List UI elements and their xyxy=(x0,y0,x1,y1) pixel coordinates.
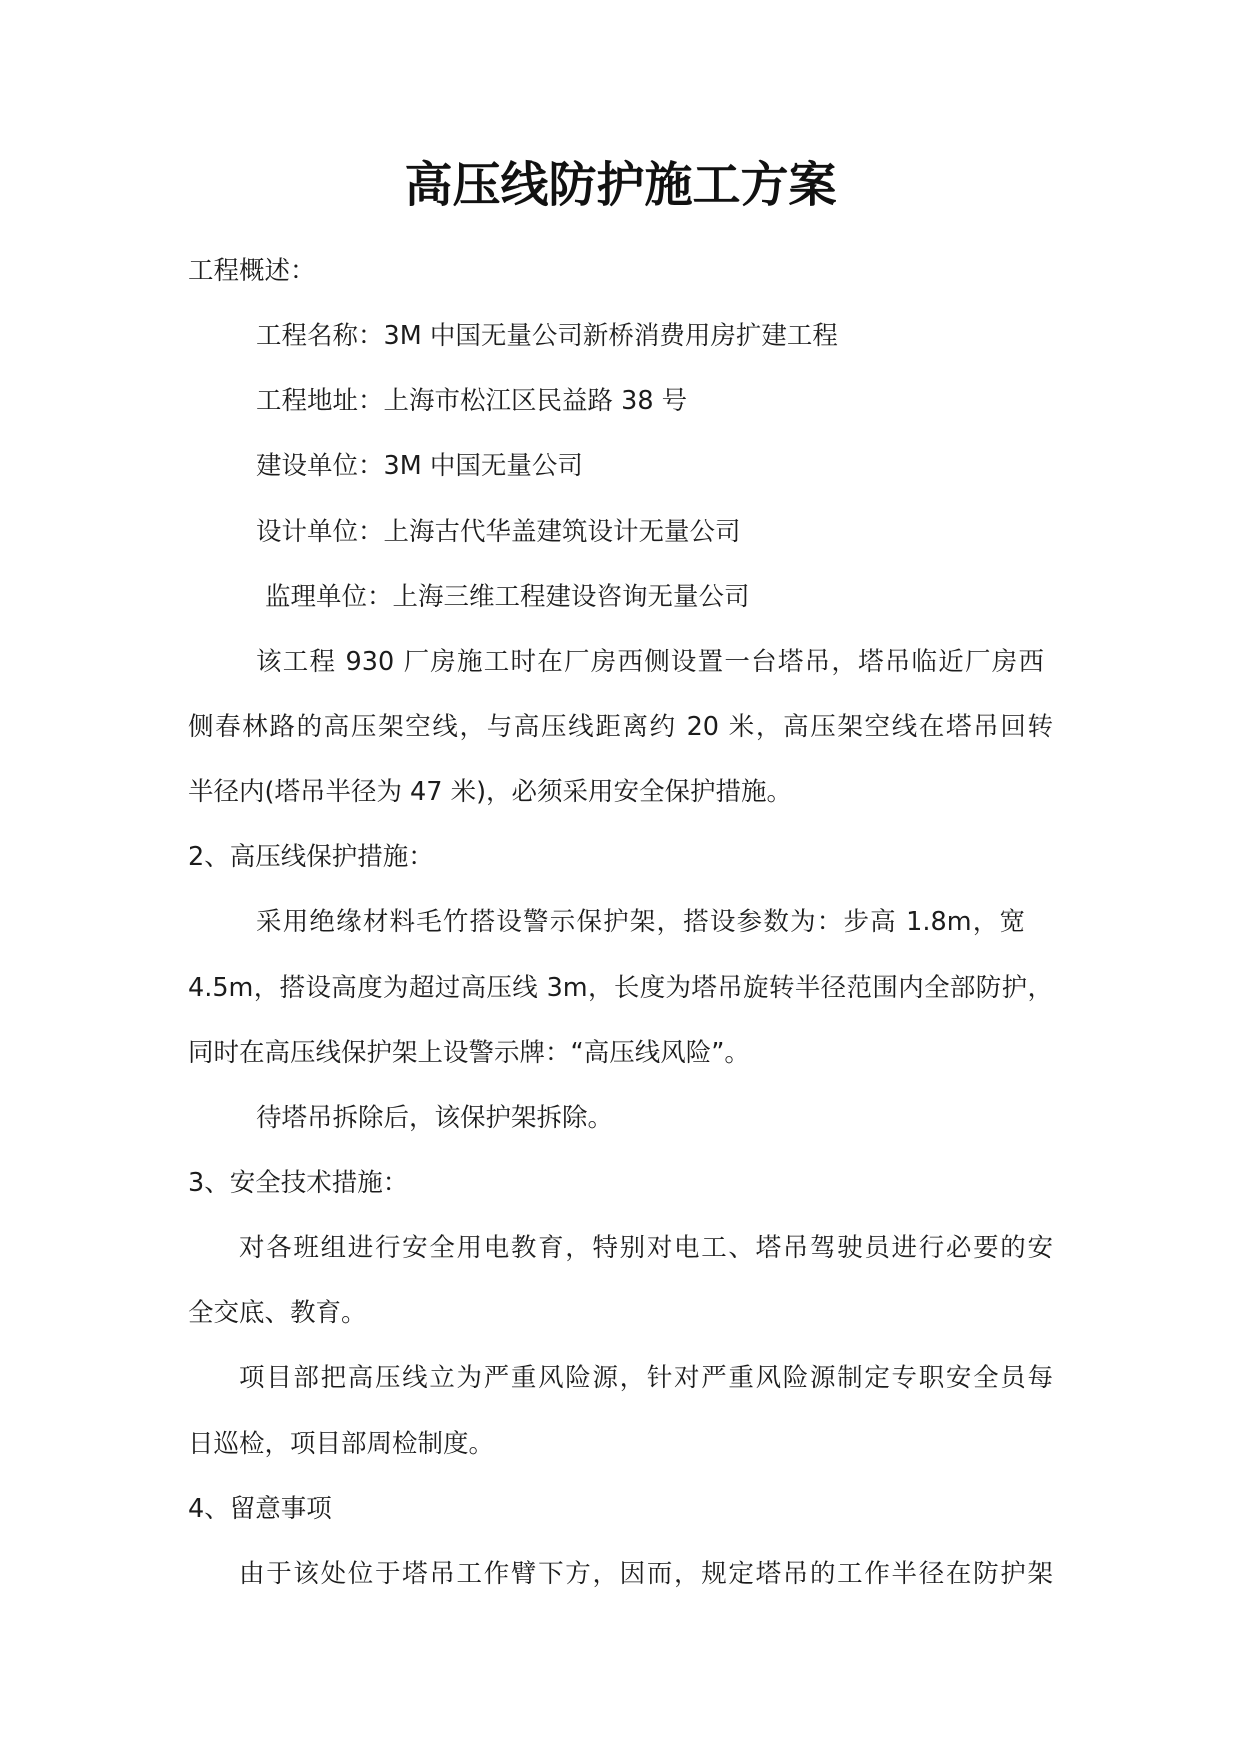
document-body xyxy=(188,239,1053,1607)
paragraph-line: 半径内(塔吊半径为 47 米)，必须采用安全保护措施。 xyxy=(188,777,793,808)
paragraph-line: 日巡检，项目部周检制度。 xyxy=(188,1428,495,1459)
paragraph-line: 待塔吊拆除后，该保护架拆除。 xyxy=(256,1102,614,1133)
paragraph-line: 同时在高压线保护架上设警示牌：“高压线风险”。 xyxy=(188,1037,750,1068)
info-value: 3M 中国无量公司新桥消费用房扩建工程 xyxy=(383,321,838,352)
info-item-supervisor xyxy=(188,565,1053,630)
info-item-designer xyxy=(188,500,1053,565)
info-label: 建设单位： xyxy=(256,451,384,482)
info-item-owner xyxy=(188,434,1053,499)
info-label: 监理单位： xyxy=(265,581,393,612)
info-value: 3M 中国无量公司 xyxy=(383,451,583,482)
paragraph-line: 全交底、教育。 xyxy=(188,1298,367,1329)
info-label: 设计单位： xyxy=(256,516,384,547)
info-value: 上海三维工程建设咨询无量公司 xyxy=(392,581,750,612)
info-item-project-address xyxy=(188,369,1053,434)
paragraph-line: 项目部把高压线立为严重风险源，针对严重风险源制定专职安全员每 xyxy=(239,1363,1053,1394)
info-item-project-name xyxy=(188,304,1053,369)
info-label: 工程名称： xyxy=(256,321,384,352)
paragraph-line: 采用绝缘材料毛竹搭设警示保护架，搭设参数为：步高 1.8m，宽 xyxy=(256,907,1025,938)
paragraph-line: 由于该处位于塔吊工作臂下方，因而，规定塔吊的工作半径在防护架 xyxy=(239,1558,1053,1589)
info-label: 工程地址： xyxy=(256,386,384,417)
paragraph-line: 该工程 930 厂房施工时在厂房西侧设置一台塔吊，塔吊临近厂房西 xyxy=(256,646,1044,677)
paragraph-line: 侧春林路的高压架空线，与高压线距离约 20 米，高压架空线在塔吊回转 xyxy=(188,711,1053,742)
paragraph-line: 4.5m，搭设高度为超过高压线 3m，长度为塔吊旋转半径范围内全部防护， xyxy=(188,972,1053,1003)
document-title: 高压线防护施工方案 xyxy=(404,157,837,213)
overview-heading: 工程概述： xyxy=(188,256,316,286)
info-value: 上海古代华盖建筑设计无量公司 xyxy=(383,516,741,547)
info-value: 上海市松江区民益路 38 号 xyxy=(383,386,688,417)
section-heading: 4、留意事项 xyxy=(188,1493,332,1524)
section-heading: 3、安全技术措施： xyxy=(188,1167,409,1198)
paragraph-line: 对各班组进行安全用电教育，特别对电工、塔吊驾驶员进行必要的安 xyxy=(239,1233,1053,1264)
section-heading: 2、高压线保护措施： xyxy=(188,842,434,873)
